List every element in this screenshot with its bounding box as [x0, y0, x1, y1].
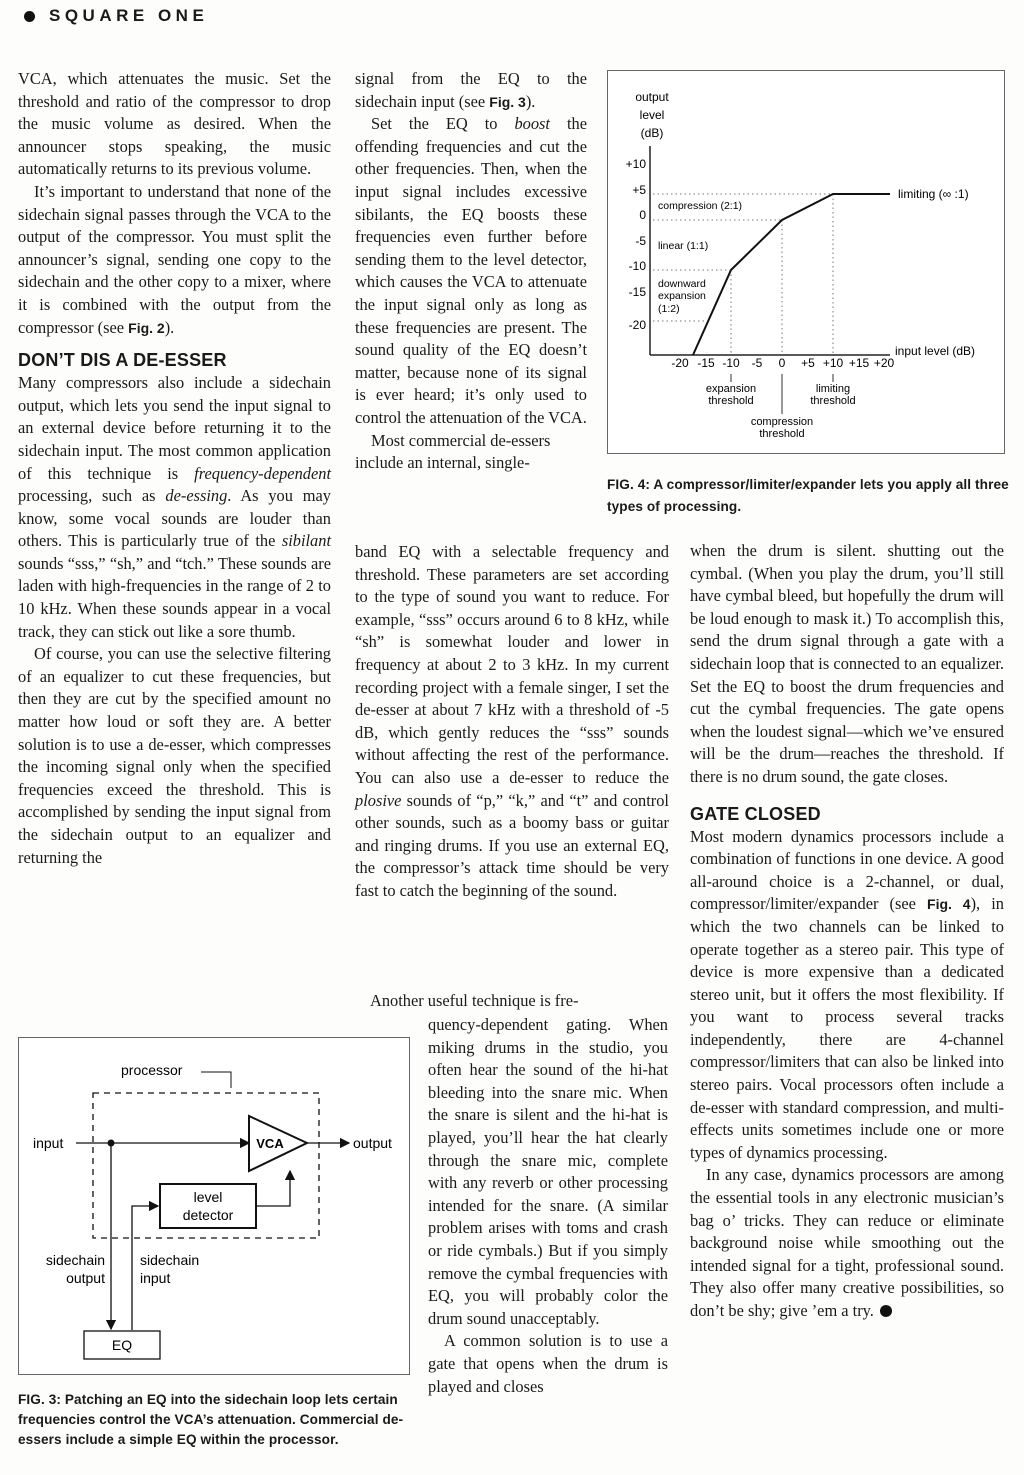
svg-text:-20: -20: [671, 356, 689, 370]
svg-text:input: input: [33, 1135, 64, 1151]
svg-text:output: output: [66, 1270, 105, 1286]
svg-text:+20: +20: [873, 356, 895, 370]
end-mark-icon: [880, 1305, 892, 1317]
bullet-icon: [24, 11, 35, 22]
svg-text:processor: processor: [121, 1062, 183, 1078]
paragraph: In any case, dynamics processors are among the essential tools in any electronic musician’s bag o’ tricks. They can reduce or eliminate background noise while smoothing out the intended signal for a tight, professional sound. They also offer many creative possibilities, so don’t be shy; give ’em a try.: [690, 1165, 1004, 1320]
section-header: [24, 6, 208, 26]
paragraph: Many compressors also include a sidechain output, which lets you send the input signal to an external device before returning it to the sidechain input. The most common application of this technique is frequency-dependent processing, such as de-essing. As you may know, some vocal sounds are louder than others. This is particularly true of the sibilant sounds “sss,” “sh,” and “tch.” These sounds are laden with high-frequencies in the range of 2 to 10 kHz. When these sounds appear in a vocal track, they can stick out like a sore thumb.: [18, 373, 331, 641]
svg-text:-5: -5: [635, 234, 646, 248]
svg-text:limiting: limiting: [815, 383, 851, 395]
paragraph: A common solution is to use a gate that opens when the drum is played and closes: [428, 1331, 668, 1396]
svg-text:EQ: EQ: [111, 1337, 133, 1353]
transfer-curve-chart: [608, 71, 1004, 453]
svg-text:+10: +10: [822, 356, 844, 370]
svg-text:-20: -20: [628, 318, 646, 332]
svg-text:output: output: [635, 90, 669, 104]
svg-text:level: level: [193, 1189, 223, 1205]
column-3: [690, 540, 1004, 1323]
section-heading: GATE CLOSED: [690, 803, 821, 824]
column-2-middle: [355, 541, 669, 903]
svg-text:-10: -10: [628, 259, 646, 273]
column-2-top: [355, 68, 587, 475]
figure-4-chart: [607, 70, 1005, 454]
paragraph: band EQ with a selectable frequency and threshold. These parameters are set according to the type of sound you want to reduce. For example, “sss” occurs around 6 to 8 kHz, while “sh” is somewhat louder and lower in frequency at about 2 to 3 kHz. In my current recording project with a female singer, I set the de-esser at about 7 kHz with a threshold of -5 dB, which gently reduces the “sss” sounds without affecting the rest of the performance. You can also use a de-esser to reduce the plosive sounds of “p,” “k,” and “t” and control other sounds, such as a boomy bass or guitar and ringing drums. If you use an external EQ, the compressor’s attack time should be very fast to catch the beginning of the sound.: [355, 542, 669, 900]
paragraph: when the drum is silent. shutting out the cymbal. (When you play the drum, you’ll still have cymbal bleed, but hopefully the drum will be loud enough to mask it.) To accomplish this, send the drum signal through a gate with a sidechain loop that is connected to an equalizer. Set the EQ to boost the drum frequencies and cut the cymbal frequencies. The gate opens when the loudest signal—which we’ve ensured will be the drum—reaches the threshold. If there is no drum sound, the gate closes.: [690, 541, 1004, 786]
svg-text:input: input: [140, 1270, 171, 1286]
sidechain-block-diagram: [19, 1038, 409, 1374]
paragraph: Another useful technique is fre-: [370, 991, 579, 1010]
column-2-bottom: [428, 1014, 668, 1398]
svg-text:detector: detector: [182, 1207, 234, 1223]
svg-text:compression (2:1): compression (2:1): [658, 200, 743, 212]
svg-text:VCA: VCA: [256, 1136, 284, 1151]
paragraph: VCA, which attenuates the music. Set the threshold and ratio of the compressor to drop the music volume as desired. When the announcer stops speaking, the music automatically returns to its previous volume.: [18, 69, 331, 179]
svg-text:downward: downward: [658, 278, 706, 290]
paragraph: signal from the EQ to the sidechain input (see Fig. 3).: [355, 69, 587, 111]
svg-text:input level (dB): input level (dB): [895, 344, 976, 358]
figure-4-caption: FIG. 4: A compressor/limiter/expander lets you apply all three types of processing.: [607, 477, 1009, 514]
svg-text:limiting (∞ :1): limiting (∞ :1): [898, 187, 969, 201]
section-title: SQUARE ONE: [49, 6, 209, 25]
section-heading: DON’T DIS A DE-ESSER: [18, 350, 227, 371]
column-2-lead: [370, 990, 670, 1013]
svg-text:-5: -5: [751, 356, 763, 370]
svg-text:threshold: threshold: [810, 395, 856, 407]
figure-3-diagram: [18, 1037, 410, 1375]
svg-text:+10: +10: [625, 157, 646, 171]
paragraph: Most modern dynamics processors include a combination of functions in one device. A good all-around choice is a 2-channel, or dual, compressor/limiter/expander (see Fig. 4), in which the two channels can be linked to operate together as a stereo pair. This type of device is more expensive than a dedicated stereo unit, but it offers the most flexibility. If you want to process several tracks independently, there are 4-channel compressor/limiters that can also be linked into stereo pairs. Vocal processors often include a de-esser with standard compression, and multi-effects units sometimes include one or more types of dynamics processing.: [690, 826, 1005, 1162]
svg-text:sidechain: sidechain: [140, 1252, 200, 1268]
column-1: [18, 68, 331, 869]
svg-text:compression: compression: [750, 416, 814, 428]
figure-reference: Fig. 3: [489, 93, 526, 110]
svg-text:0: 0: [639, 208, 646, 222]
svg-text:level: level: [639, 108, 665, 122]
svg-text:expansion: expansion: [658, 290, 706, 302]
paragraph: Of course, you can use the selective filtering of an equalizer to cut these frequencies, but then they are cut by the specified amount no matter how loud or soft they are. A better solution is to use a de-esser, which compresses the incoming signal only when the specified frequencies exceed the threshold. This is accomplished by sending the input signal from the sidechain output to an equalizer and returning the: [18, 644, 331, 867]
svg-text:-15: -15: [697, 356, 715, 370]
svg-text:-15: -15: [628, 285, 646, 299]
svg-text:sidechain: sidechain: [45, 1252, 105, 1268]
svg-text:linear (1:1): linear (1:1): [658, 240, 709, 252]
svg-text:expansion: expansion: [705, 383, 757, 395]
paragraph: Most commercial de-essers include an internal, single-: [355, 430, 551, 473]
figure-3-caption: FIG. 3: Patching an EQ into the sidechain loop lets certain frequencies control the VCA’s attenuation. Commercial de-essers include a simple EQ within the processor.: [18, 1392, 404, 1447]
svg-text:threshold: threshold: [708, 395, 754, 407]
svg-text:-10: -10: [722, 356, 740, 370]
figure-reference: Fig. 4: [927, 896, 971, 913]
svg-text:+5: +5: [801, 356, 815, 370]
figure-reference: Fig. 2: [128, 319, 165, 336]
svg-text:(dB): (dB): [640, 126, 664, 140]
paragraph: Set the EQ to boost the offending frequencies and cut the other frequencies. Then, when the input signal includes excessive sibilants, the EQ boosts these frequencies even further before sending them to the level detector, which causes the VCA to attenuate the input signal only as long as these frequencies are present. The sound quality of the EQ doesn’t matter, because none of its signal is ever heard; it’s only used to control the attenuation of the VCA.: [355, 114, 587, 427]
svg-text:0: 0: [778, 356, 786, 370]
paragraph: It’s important to understand that none of the sidechain signal passes through the VCA to the output of the compressor. You must split the announcer’s signal, sending one copy to the sidechain and the other copy to a mixer, where it is combined with the output from the compressor (see Fig. 2).: [18, 181, 331, 337]
svg-text:(1:2): (1:2): [658, 303, 680, 315]
svg-text:threshold: threshold: [759, 428, 805, 440]
svg-text:+5: +5: [632, 183, 646, 197]
svg-text:output: output: [353, 1135, 392, 1151]
svg-text:+15: +15: [848, 356, 870, 370]
paragraph: quency-dependent gating. When miking drums in the studio, you often hear the sound of the hi-hat bleeding into the snare mic. When the snare is silent and the hi-hat is played, you’ll hear the hat clearly through the snare mic, complete with any reverb or other processing intended for the snare. (A similar problem arises with toms and crash or ride cymbals.) But if you simply remove the cymbal frequencies with EQ, you will probably color the drum sound unacceptably.: [428, 1015, 668, 1328]
